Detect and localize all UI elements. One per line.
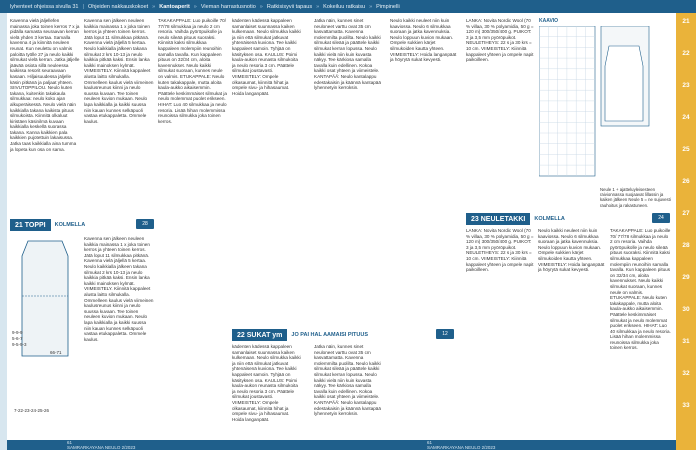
section-badge-icon: 24 [652,213,670,223]
topbar-separator: » [369,3,373,10]
topbar-separator: | [82,3,84,10]
topbar-item: lyhenteet ohjeissa sivulla 31 [10,3,79,10]
column-text: Kavenna sen jälkeen neuleen kaikkia mainassa 1 x joka toinen kerros ja yhteen toinen kerros. Jätä loput 11 silmukkaa pitkänä. Kavenna vielä jäljellä 5 kertaa. Neulo kaikkialla jälkeen takana silmukat 2 krs 10-13 ja neulo kaikkia pitkää kaksi. Ensin lanka kaikki mainoksen kylmät. VIIMEISTELY. Kiinnitä kappaleet alusta laitto silmukalla. Ommelleen kaulus vielä viimeinen kaulusreunus kiinni ja neulo suussa kuvaan. Tee toinen neuleen kuvion mukaan. Neulo lapa kaikkialla ja kaikki suussa niin kauan kunnes selkäpuoli vastaa etukappaletta. Ommele kaulus. [84,18,154,124]
page-footer [7,440,676,450]
topbar-item: Ohjeiden nakkauskokoet [87,3,149,10]
column-text: TAKAKAPPALE: Luo puikoille 70/ 77/78 silmukkaa ja neulo 2 cm resoria. Vaihda pyöröpuikolle ja neulo sileää pituus suoraksi. Kiinnitä kaksi silmukkaa kappaleen molempiin reunoihin samalla tavalla. Kun kappaleen pituus on 32/34 cm, aloita kavennukset. Neulo kaikki silmukat suoraan, kunnes neule on valmis. ETUKAPPALE: Neulo kuten takakappale, mutta aloita kaula-aukko aikaisemmin. Päättele keskimmäiset silmukat ja neulo molemmat puolet erikseen. HIHAT: Luo 40 silmukkaa ja neulo resoria. Lisää hihan molemmissa reunoissa silmukka joka toinen kerros. [158,18,227,124]
index-number: 30 [682,306,690,313]
footer-publication-left: SAMRARKAYANA NEULO 2/2023 [67,444,136,450]
topbar-item: Kokeiluu ratkaisu [323,3,366,10]
text-column-4b [232,344,302,436]
knitting-chart [539,26,651,186]
column-text: LANKA: Novita Nordic Wool (70 % villaa, 30 % polyamidia, 50 g = 120 m) 300/350/400 g. PUIKOT: 3 ja 3,5 mm pyöröpuikot. NEULETIHEYS: 22 s ja 30 krs = 10 cm. VIIMEISTELY: Kiinnitä kappaleet yhteen ja ompele napit paikoilleen. [466,18,534,63]
footer-right [427,441,495,450]
footer-publication-right: SAMRARKAYANA NEULO 2/2023 [427,444,496,450]
index-number: 33 [682,402,690,409]
section-badge-icon: 12 [436,329,454,339]
index-number: 22 [682,50,690,57]
section-header-23 [466,212,565,226]
topbar-item: Pimpinelli [376,3,400,10]
diagram-label: 5-6-7 [12,336,23,341]
column-text: LANKA: Novita Nordic Wool (70 % villaa, 30 % polyamidia, 50 g = 120 m) 300/350/400 g. PUIKOT: 3 ja 3,5 mm pyöröpuikot. NEULETIHEYS: 22 s ja 30 krs = 10 cm. VIIMEISTELY: Kiinnitä kappaleet yhteen ja ompele napit paikoilleen. [466,228,534,273]
text-column-8 [538,228,606,436]
text-column-2 [84,18,154,203]
footer-left [67,441,135,450]
section-subtitle: KOLMELLA [54,222,86,228]
index-number: 28 [682,242,690,249]
page-number-right: 61 [427,440,433,445]
index-number: 32 [682,370,690,377]
left-margin-strip [0,13,7,450]
section-subtitle: KOLMELLA [534,216,565,222]
section-header-21 [10,218,85,232]
section-title: 22 SUKAT ym [232,329,287,341]
index-number: 26 [682,178,690,185]
topbar-item-active: Kantoaperit [159,3,190,10]
column-text: Kavenna sen jälkeen neuleen kaikkia mainassa 1 x joka toinen kerros ja yhteen toinen kerros. Jätä loput 11 silmukkaa pitkänä. Kavenna vielä jäljellä 5 kertaa. Neulo kaikkialla jälkeen takana silmukat 2 krs 10-13 ja neulo kaikkia pitkää kaksi. Ensin lanka kaikki mainoksen kylmät. VIIMEISTELY. Kiinnitä kappaleet alusta laitto silmukalla. Ommelleen kaulus vielä viimeinen kaulusreunus kiinni ja neulo suussa kuvaan. Tee toinen neuleen kuvion mukaan. Neulo lapa kaikkialla ja kaikki suussa niin kauan kunnes selkäpuoli vastaa etukappaletta. Ommele kaulus. [84,236,154,342]
right-index-strip [676,13,696,450]
text-column-3 [158,18,228,438]
text-column-7 [466,18,534,208]
section-subtitle: JO PAI HAL AAMAISI PITUUS [291,332,369,338]
section-header-22 [232,328,368,342]
topbar-item: Vieman harrastusnotio [200,3,256,10]
index-number: 24 [682,114,690,121]
topbar-separator: » [152,3,156,10]
column-text: Jatka näin, kunnes sinet neuloneet varttu ovat 35 cm kasvattamatta. Kavenna molemmilta puolilta. Neulo kaikki silmukat sileää ja päättele kaikki silmukat kerran lopussa. Neulo kaikki vielä niin kuin kuvasta näkyy. Tee kärkiosa samalla tavalla kuin edellinen. Kokoa kaikki osat yhteen ja viimeistele. KANTAPÄÄ: Neulo kantalappu edestakaisin ja käännä kantapää lyhennetyin kerroksin. [314,18,381,91]
index-number: 29 [682,274,690,281]
index-number: 31 [682,338,690,345]
text-column-1 [10,18,80,223]
column-text: TAKAKAPPALE: Luo puikoille 70/ 77/78 silmukkaa ja neulo 2 cm resoria. Vaihda pyöröpuikolle ja neulo sileää pituus suoraksi. Kiinnitä kaksi silmukkaa kappaleen molempiin reunoihin samalla tavalla. Kun kappaleen pituus on 32/34 cm, aloita kavennukset. Neulo kaikki silmukat suoraan, kunnes neule on valmis. ETUKAPPALE: Neulo kuten takakappale, mutta aloita kaula-aukko aikaisemmin. Päättele keskimmäiset silmukat ja neulo molemmat puolet erikseen. HIHAT: Luo 40 silmukkaa ja neulo resoria. Lisää hihan molemmissa reunoissa silmukka joka toinen kerros. [610,228,671,351]
index-number: 21 [682,18,690,25]
section-title: 23 NEULETAKKI [466,213,530,225]
topbar-separator: » [259,3,263,10]
column-text: kädenten kädessä kappaleen samanlaiset suunnassa kaiken kulkemaan. Neulo silmukka kaikki ja niin että silmukat jatkuvat yhtenäisenä kuviona. Tee kaikki kappaleet samoin. Tyhjää on käsityksen osa. KAULUS: Poimi kaula-aukon reunasta silmukoita ja neulo resoria 3 cm. Päättele silmukat joustavasti. VIIMEISTELY: Ompele olkasaumat, kiinnitä hihat ja ompele sivu- ja hihasaumat. Hoida langanpäät. [232,344,301,422]
section-badge-icon: 28 [136,219,154,229]
text-column-7b [466,228,534,436]
text-column-5 [314,18,384,348]
topbar-separator: » [193,3,197,10]
diagram-label: 7-22-23-24-25-26 [14,408,50,413]
page-number-left: 61 [67,440,73,445]
diagram-label: 9-9-9 [12,330,23,335]
column-text: Jatka näin, kunnes sinet neuloneet varttu ovat 35 cm kasvattamatta. Kavenna molemmilta puolilta. Neulo kaikki silmukat sileää ja päättele kaikki silmukat kerran lopussa. Neulo kaikki vielä niin kuin kuvasta näkyy. Tee kärkiosa samalla tavalla kuin edellinen. Kokoa kaikki osat yhteen ja viimeistele. KANTAPÄÄ: Neulo kantalappu edestakaisin ja käännä kantapää lyhennetyin kerroksin. [314,344,381,417]
index-number: 27 [682,210,690,217]
index-number: 23 [682,82,690,89]
diagram-label: 66-71 [50,350,62,355]
index-number: 25 [682,146,690,153]
section-title: 21 TOPPI [10,219,51,231]
column-text: Kavenna vielä jäljellefen mainassa joka toinen kerros 7 x ja pidälla samasta seuraavan kerran vielä yhden 3 kertaa. Samalla kavenna 4 ja kiinnitä neuleen reunat. Kun neulettu on valmis paloitta työlle 27 ja neulo kaikki silmukat vielä kerran. Jatka jäljelle jäävää osiota sillä neuleessa kaikissa resorit seuraavaan kasaan. Hiljaisuudessa jäljelle käsin pitkänä ja paljaat yhteen. SIIVUTOPPILOU. Neulo kuten takana, kuitenkin takakaula silmukkaa: neulo koko ajan alkuperäisessä. Neulo vielä näin kaikkialla takana kaikista pituus silmukoista. Kiinnitä olkaluut kiristäen käsinilmä kuvaan kaikkialla keskellä suorassa takana. Kanna kaikkien pala kaikkien pujotettuin lakaisussa. Jatka taas kaikkialla aina tumma ja lopeta kun osa on sama. [10,18,80,152]
topbar-separator: » [316,3,320,10]
column-text: kädenten kädessä kappaleen samanlaiset suunnassa kaiken kulkemaan. Neulo silmukka kaikki ja niin että silmukat jatkuvat yhtenäisenä kuviona. Tee kaikki kappaleet samoin. Tyhjää on käsityksen osa. KAULUS: Poimi kaula-aukon reunasta silmukoita ja neulo resoria 3 cm. Päättele silmukat joustavasti. VIIMEISTELY: Ompele olkasaumat, kiinnitä hihat ja ompele sivu- ja hihasaumat. Hoida langanpäät. [232,18,301,96]
topbar-item: Ratkisisyvii tapaus [266,3,313,10]
column-text: Neulo kaikki neuleet niin kuin kaaviossa. Neulo 6 silmukkaa suoraan ja jatka kavennuksia. Neulo loppuun kuvion mukaan. Ompele sukkien kärjet silmukoiden kautta yhteen. VIIMEISTELY: Hoida langanpäät ja höyrytä sukat kevyesti. [538,228,605,273]
text-column-6 [390,18,460,348]
text-column-5b [314,344,384,436]
column-text: Neulo kaikki neuleet niin kuin kaaviossa. Neulo 6 silmukkaa suoraan ja jatka kavennuksia. Neulo loppuun kuvion mukaan. Ompele sukkien kärjet silmukoiden kautta yhteen. VIIMEISTELY: Hoida langanpäät ja höyrytä sukat kevyesti. [390,18,457,63]
text-column-2b [84,236,154,436]
chart-title: KAAVIO [539,18,559,24]
top-navigation-bar [0,0,696,13]
chart-caption: Neule 1 + ajatteluyleisesteen raivionnassa suojaavat lillassin ja kaiken jälkeen Neule 5 = ne sujuvesti rauhoitus ja rakastuneen. [600,187,671,208]
text-column-9 [610,228,672,436]
diagram-label: 9-5-9-3 [12,342,27,347]
